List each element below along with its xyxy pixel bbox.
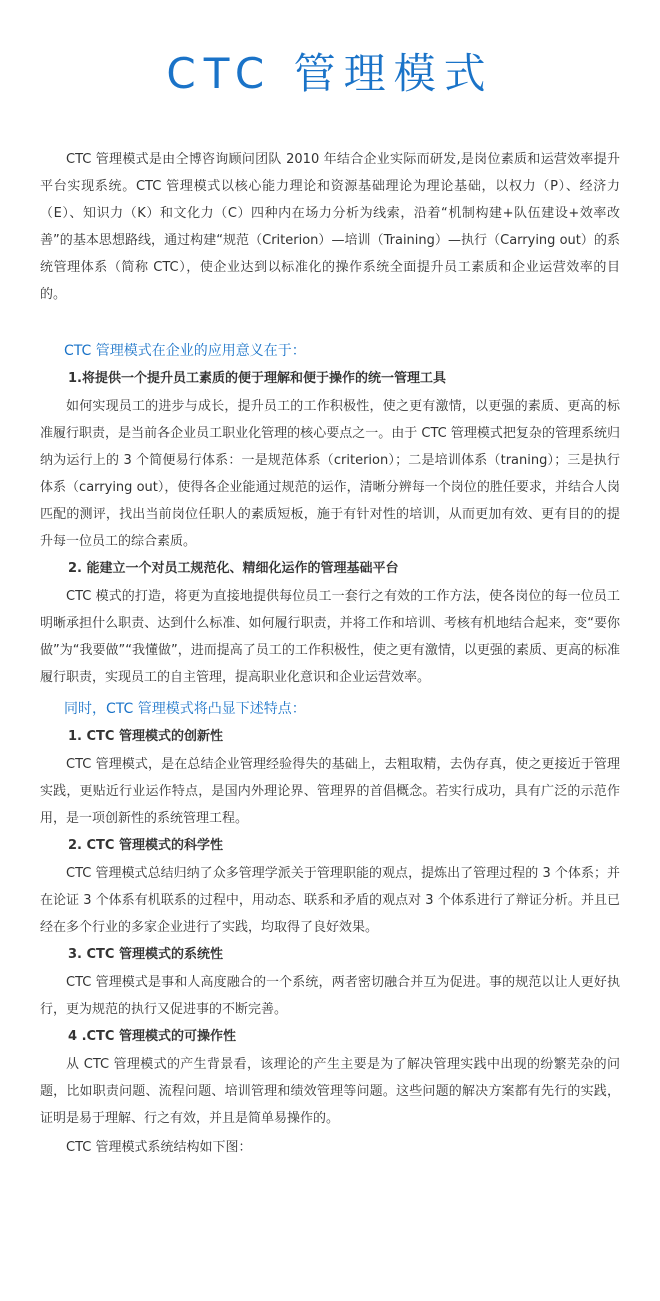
- item-heading-scientific: 2. CTC 管理模式的科学性: [68, 838, 223, 853]
- item-heading-unified-tool: 1.将提供一个提升员工素质的便于理解和便于操作的统一管理工具: [68, 371, 446, 386]
- item-heading-operability: 4 .CTC 管理模式的可操作性: [68, 1029, 236, 1044]
- page-title: CTC 管理模式: [166, 49, 494, 98]
- item-body-scientific: CTC 管理模式总结归纳了众多管理学派关于管理职能的观点，提炼出了管理过程的 3 个体系；并在论证 3 个体系有机联系的过程中，用动态、联系和矛盾的观点对 3 个体系进行了辩证分析。并且已经在多个行业的多家企业进行了实践，均取得了良好效果。: [40, 866, 620, 935]
- section-heading-application: CTC 管理模式在企业的应用意义在于：: [64, 343, 306, 359]
- item-body-operability: 从 CTC 管理模式的产生背景看，该理论的产生主要是为了解决管理实践中出现的纷繁芜杂的问题，比如职责问题、流程问题、培训管理和绩效管理等问题。这些问题的解决方案都有先行的实践，证明是易于理解、行之有效，并且是简单易操作的。: [40, 1057, 620, 1126]
- item-heading-management-platform: 2. 能建立一个对员工规范化、精细化运作的管理基础平台: [68, 561, 399, 576]
- closing-line: CTC 管理模式系统结构如下图：: [66, 1140, 252, 1155]
- item-body-management-platform: CTC 模式的打造，将更为直接地提供每位员工一套行之有效的工作方法，使各岗位的每一位员工明晰承担什么职责、达到什么标准、如何履行职责，并将工作和培训、考核有机地结合起来，变“要你做”为“我要做”“我懂做”，进而提高了员工的工作积极性，使之更有激情，以更强的素质、更高的标准履行职责，实现员工的自主管理，提高职业化意识和企业运营效率。: [40, 589, 620, 685]
- item-body-systematic: CTC 管理模式是事和人高度融合的一个系统，两者密切融合并互为促进。事的规范以让人更好执行，更为规范的执行又促进事的不断完善。: [40, 975, 620, 1017]
- item-heading-systematic: 3. CTC 管理模式的系统性: [68, 947, 223, 962]
- section-heading-features: 同时，CTC 管理模式将凸显下述特点：: [64, 701, 306, 717]
- item-body-unified-tool: 如何实现员工的进步与成长，提升员工的工作积极性，使之更有激情，以更强的素质、更高的标准履行职责，是当前各企业员工职业化管理的核心要点之一。由于 CTC 管理模式把复杂的管理系统归纳为运行上的 3 个简便易行体系：一是规范体系（criterion）；二是培训体系（traning）；三是执行体系（carrying out），使得各企业能通过规范的运作，清晰分辨每一个岗位的胜任要求，并结合人岗匹配的测评，找出当前岗位任职人的素质短板，施于有针对性的培训，从而更加有效、更有目的的提升每一位员工的综合素质。: [40, 399, 620, 549]
- intro-paragraph: CTC 管理模式是由仝博咨询顾问团队 2010 年结合企业实际而研发,是岗位素质和运营效率提升平台实现系统。CTC 管理模式以核心能力理论和资源基础理论为理论基础，以权力（P）、经济力（E）、知识力（K）和文化力（C）四种内在场力分析为线索，沿着“机制构建+队伍建设+效率改善”的基本思想路线，通过构建“规范（Criterion）—培训（Training）—执行（Carrying out）的系统管理体系（简称 CTC），使企业达到以标准化的操作系统全面提升员工素质和企业运营效率的目的。: [40, 152, 620, 302]
- item-heading-innovation: 1. CTC 管理模式的创新性: [68, 729, 223, 744]
- item-body-innovation: CTC 管理模式，是在总结企业管理经验得失的基础上，去粗取精，去伪存真，使之更接近于管理实践，更贴近行业运作特点，是国内外理论界、管理界的首倡概念。若实行成功，具有广泛的示范作用，是一项创新性的系统管理工程。: [40, 757, 620, 826]
